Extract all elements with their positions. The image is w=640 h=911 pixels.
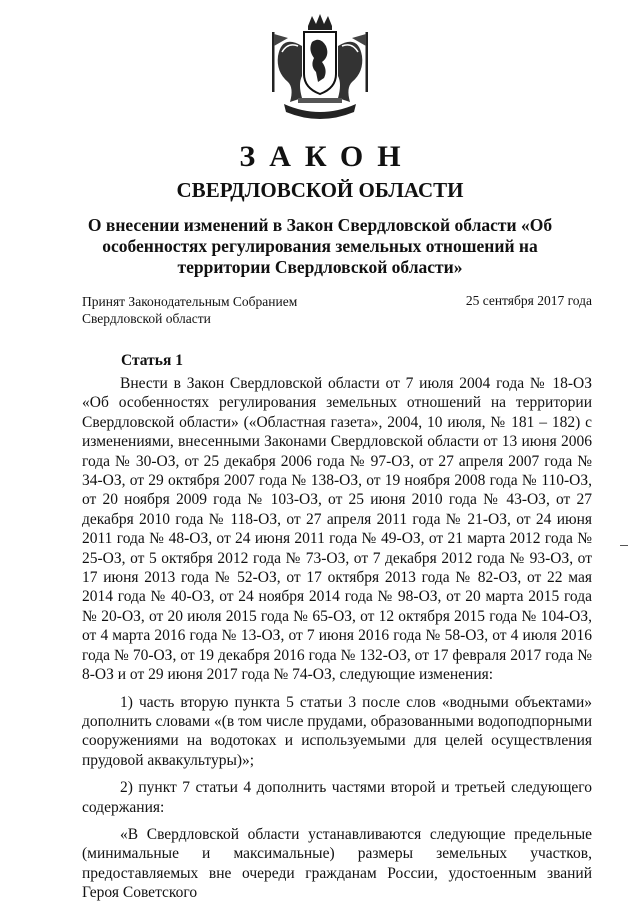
adoption-line-1: Принят Законодательным Собранием [82, 294, 298, 309]
paragraph: Внести в Закон Свердловской области от 7 июля 2004 года № 18-ОЗ «Об особенностях регулирования земельных отношений на территории Свердловской области» («Областная газета», 2004, 10 июля, № 181 – 182) с изменениями, внесенными Законами Свердловской области от 13 июня 2006 года № 30-ОЗ, от 25 декабря 2006 года № 97-ОЗ, от 27 апреля 2007 года № 34-ОЗ, от 29 октября 2007 года № 138-ОЗ, от 19 ноября 2008 года № 110-ОЗ, от 20 ноября 2009 года № 103-ОЗ, от 25 июня 2010 года № 43-ОЗ, от 27 декабря 2010 года № 118-ОЗ, от 27 апреля 2011 года № 21-ОЗ, от 24 июня 2011 года № 48-ОЗ, от 24 июня 2011 года № 49-ОЗ, от 21 марта 2012 года № 25-ОЗ, от 5 октября 2012 года № 73-ОЗ, от 7 декабря 2012 года № 93-ОЗ, от 17 июня 2013 года № 52-ОЗ, от 17 октября 2013 года № 82-ОЗ, от 22 мая 2014 года № 40-ОЗ, от 24 ноября 2014 года № 98-ОЗ, от 20 марта 2015 года № 20-ОЗ, от 20 июля 2015 года № 65-ОЗ, от 12 октября 2015 года № 104-ОЗ, от 4 марта 2016 года № 13-ОЗ, от 7 июня 2016 года № 58-ОЗ, от 4 июля 2016 года № 70-ОЗ, от 19 декабря 2016 года № 132-ОЗ, от 17 февраля 2017 года № 8-ОЗ и от 29 июня 2017 года № 74-ОЗ, следующие изменения: [82, 375, 592, 684]
law-subject-title: О внесении изменений в Закон Свердловской области «Об особенностях регулирования земельных отношений на территории Свердловской области» [87, 215, 553, 277]
article-body [82, 374, 592, 911]
margin-mark [620, 545, 628, 546]
adoption-date: 25 сентября 2017 года [465, 293, 592, 308]
paragraph: 2) пункт 7 статьи 4 дополнить частями второй и третьей следующего содержания: [82, 779, 592, 816]
adoption-info [82, 293, 297, 327]
region-title: СВЕРДЛОВСКОЙ ОБЛАСТИ [176, 178, 464, 202]
coat-of-arms-emblem [268, 12, 372, 122]
article-heading: Статья 1 [121, 352, 183, 369]
paragraph: 1) часть вторую пункта 5 статьи 3 после слов «водными объектами» дополнить словами «(в том числе прудами, образованными водоподпорными сооружениями на водотоках и используемыми для целей осуществления прудовой аквакультуры)»; [82, 693, 592, 769]
paragraph: «В Свердловской области устанавливаются следующие предельные (минимальные и максимальные) размеры земельных участков, предоставляемых вне очереди гражданам России, удостоенным званий Героя Советского [82, 825, 592, 902]
adoption-line-2: Свердловской области [82, 311, 211, 326]
document-type-title: ЗАКОН [239, 140, 415, 173]
